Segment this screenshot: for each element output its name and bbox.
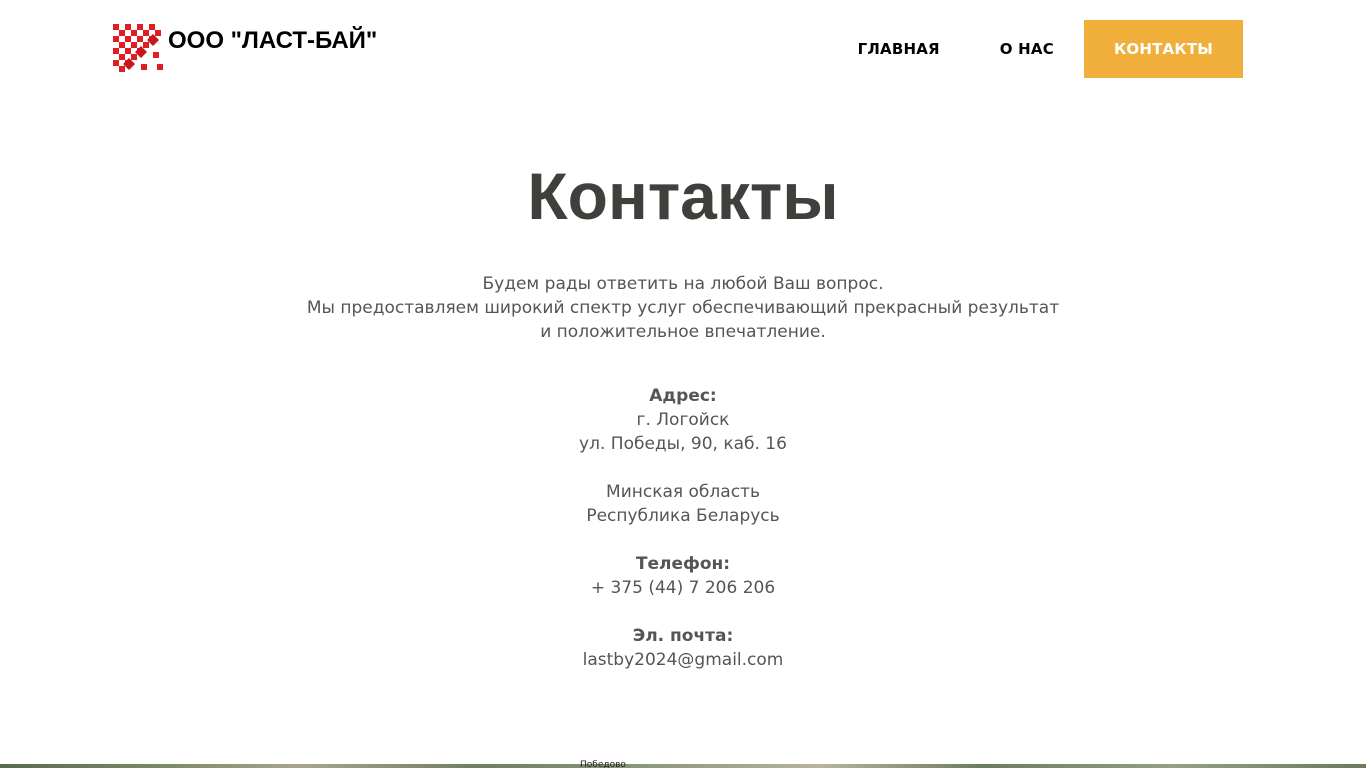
main-content — [0, 98, 1366, 672]
intro-text — [0, 272, 1366, 344]
brand-link[interactable] — [113, 24, 377, 74]
main-nav — [828, 20, 1243, 78]
brand-name: ООО "ЛАСТ-БАЙ" — [168, 27, 378, 54]
email-link[interactable]: lastby2024@gmail.com — [582, 650, 784, 670]
spacer — [0, 528, 1366, 552]
intro-line: Будем рады ответить на любой Ваш вопрос. — [482, 274, 884, 294]
phone-link[interactable]: + 375 (44) 7 206 206 — [590, 578, 776, 598]
site-header — [0, 0, 1366, 98]
address-street: ул. Победы, 90, каб. 16 — [579, 434, 787, 454]
nav-item-about[interactable]: О НАС — [999, 40, 1054, 58]
map-place-label: Победово — [580, 760, 626, 768]
address-city: г. Логойск — [636, 410, 730, 430]
address-label: Адрес: — [649, 386, 717, 406]
map-embed[interactable] — [0, 764, 1366, 768]
address-region: Минская область — [606, 482, 760, 502]
contact-details — [0, 384, 1366, 672]
belarusian-ornament-logo-icon — [113, 24, 163, 74]
spacer — [0, 456, 1366, 480]
address-country: Республика Беларусь — [586, 506, 780, 526]
email-label: Эл. почта: — [632, 626, 734, 646]
nav-item-home[interactable]: ГЛАВНАЯ — [857, 40, 940, 58]
phone-label: Телефон: — [635, 554, 731, 574]
intro-line: и положительное впечатление. — [540, 322, 826, 342]
intro-line: Мы предоставляем широкий спектр услуг обеспечивающий прекрасный результат — [306, 298, 1060, 318]
spacer — [0, 600, 1366, 624]
nav-item-contacts[interactable]: КОНТАКТЫ — [1084, 20, 1243, 78]
page-title: Контакты — [527, 159, 839, 233]
